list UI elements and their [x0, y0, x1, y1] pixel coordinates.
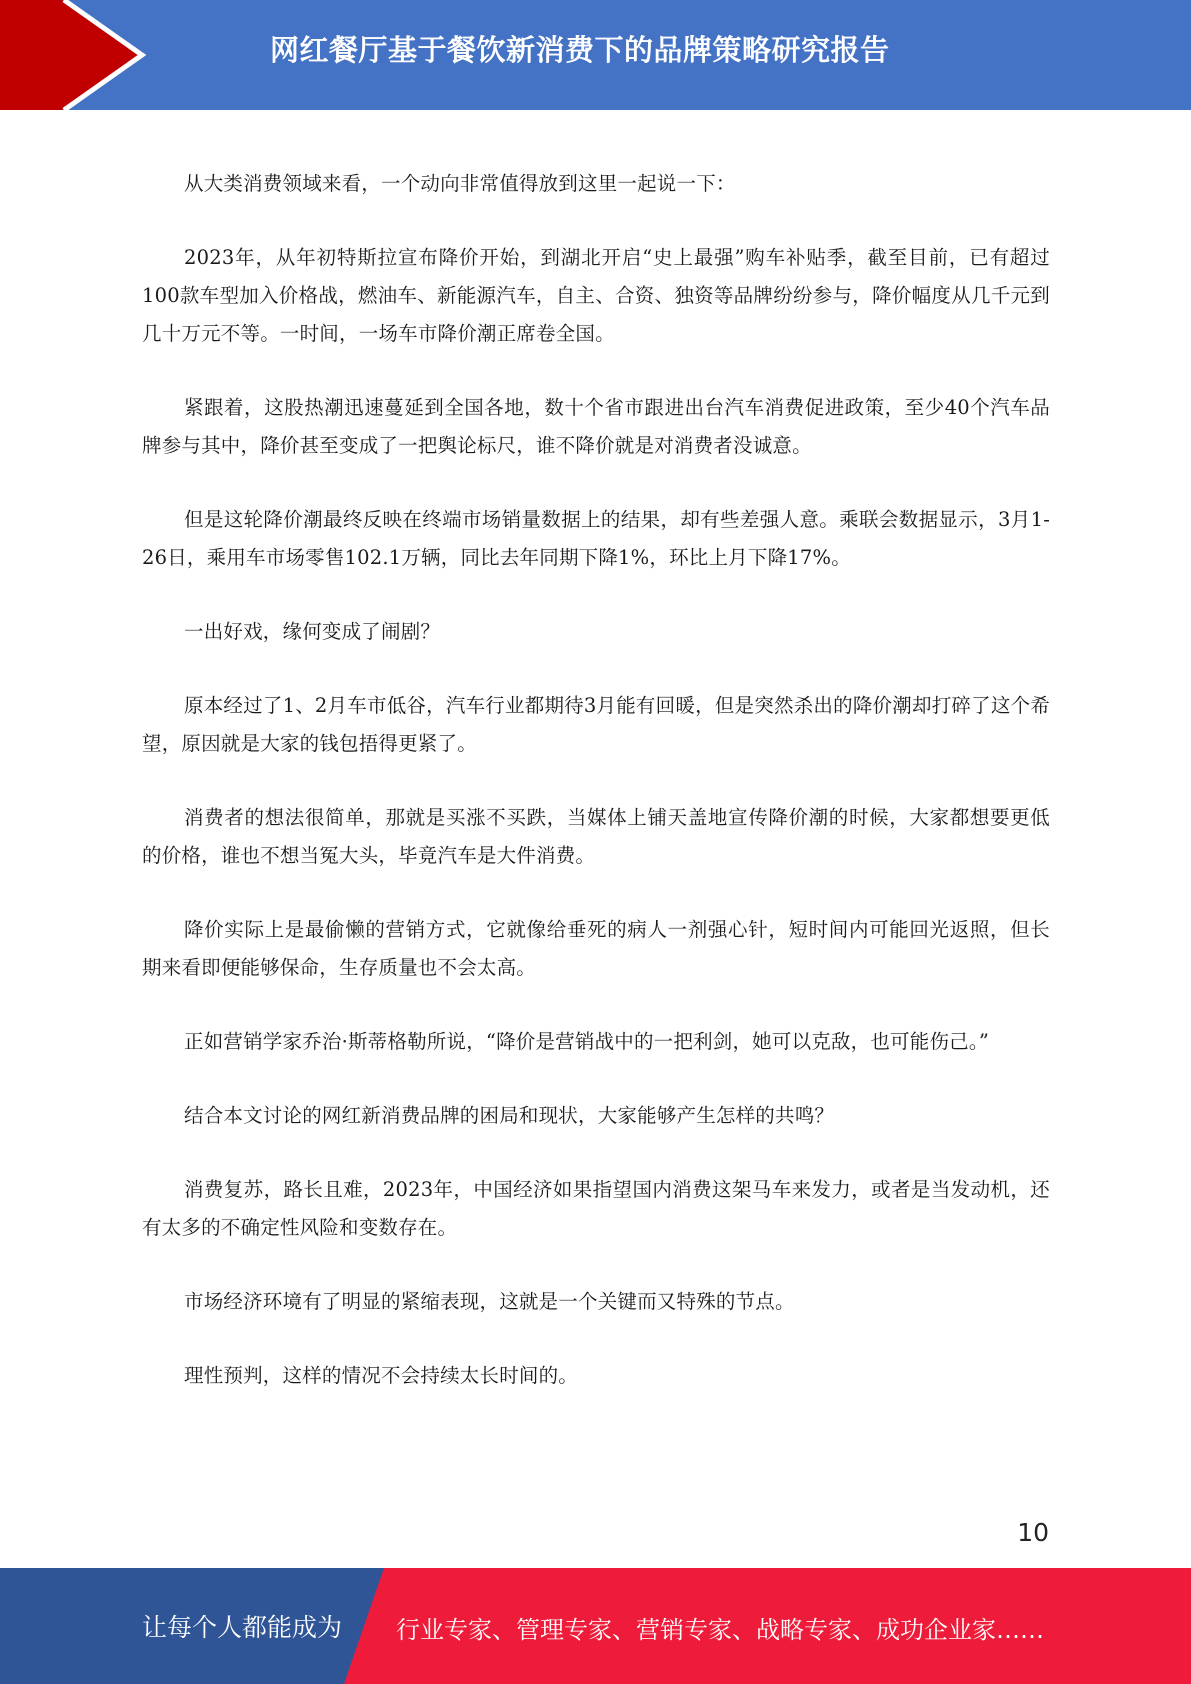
- paragraph: 降价实际上是最偷懒的营销方式，它就像给垂死的病人一剂强心针，短时间内可能回光返照，但长期来看即便能够保命，生存质量也不会太高。: [142, 918, 1050, 979]
- paragraph: 正如营销学家乔治·斯蒂格勒所说，“降价是营销战中的一把利剑，她可以克敌，也可能伤己。”: [184, 1030, 989, 1053]
- paragraph: 从大类消费领域来看，一个动向非常值得放到这里一起说一下：: [184, 172, 736, 195]
- footer-slogan-right: 行业专家、管理专家、营销专家、战略专家、成功企业家……: [396, 1616, 1044, 1644]
- paragraph: 消费者的想法很简单，那就是买涨不买跌，当媒体上铺天盖地宣传降价潮的时候，大家都想要更低的价格，谁也不想当冤大头，毕竟汽车是大件消费。: [142, 806, 1050, 867]
- paragraph: 但是这轮降价潮最终反映在终端市场销量数据上的结果，却有些差强人意。乘联会数据显示，3月1-26日，乘用车市场零售102.1万辆，同比去年同期下降1%，环比上月下降17%。: [142, 508, 1050, 569]
- red-chevron-decoration: [0, 0, 160, 110]
- footer-banner: [0, 1568, 1191, 1684]
- paragraph: 理性预判，这样的情况不会持续太长时间的。: [184, 1364, 579, 1387]
- footer-slogan-left: 让每个人都能成为: [142, 1613, 343, 1642]
- paragraph: 2023年，从年初特斯拉宣布降价开始，到湖北开启“史上最强”购车补贴季，截至目前，已有超过100款车型加入价格战，燃油车、新能源汽车，自主、合资、独资等品牌纷纷参与，降价幅度从几千元到几十万元不等。一时间，一场车市降价潮正席卷全国。: [142, 246, 1050, 345]
- paragraph: 一出好戏，缘何变成了闹剧？: [184, 620, 441, 643]
- page-number: 10: [1017, 1518, 1049, 1547]
- document-body: [142, 165, 1050, 1431]
- paragraph: 紧跟着，这股热潮迅速蔓延到全国各地，数十个省市跟进出台汽车消费促进政策，至少40个汽车品牌参与其中，降价甚至变成了一把舆论标尺，谁不降价就是对消费者没诚意。: [142, 396, 1050, 457]
- paragraph: 结合本文讨论的网红新消费品牌的困局和现状，大家能够产生怎样的共鸣？: [184, 1104, 835, 1127]
- header-banner: [0, 0, 1191, 110]
- paragraph: 市场经济环境有了明显的紧缩表现，这就是一个关键而又特殊的节点。: [184, 1290, 795, 1313]
- report-title: 网红餐厅基于餐饮新消费下的品牌策略研究报告: [270, 33, 890, 67]
- paragraph: 消费复苏，路长且难，2023年，中国经济如果指望国内消费这架马车来发力，或者是当发动机，还有太多的不确定性风险和变数存在。: [142, 1178, 1050, 1239]
- paragraph: 原本经过了1、2月车市低谷，汽车行业都期待3月能有回暖，但是突然杀出的降价潮却打碎了这个希望，原因就是大家的钱包捂得更紧了。: [142, 694, 1050, 755]
